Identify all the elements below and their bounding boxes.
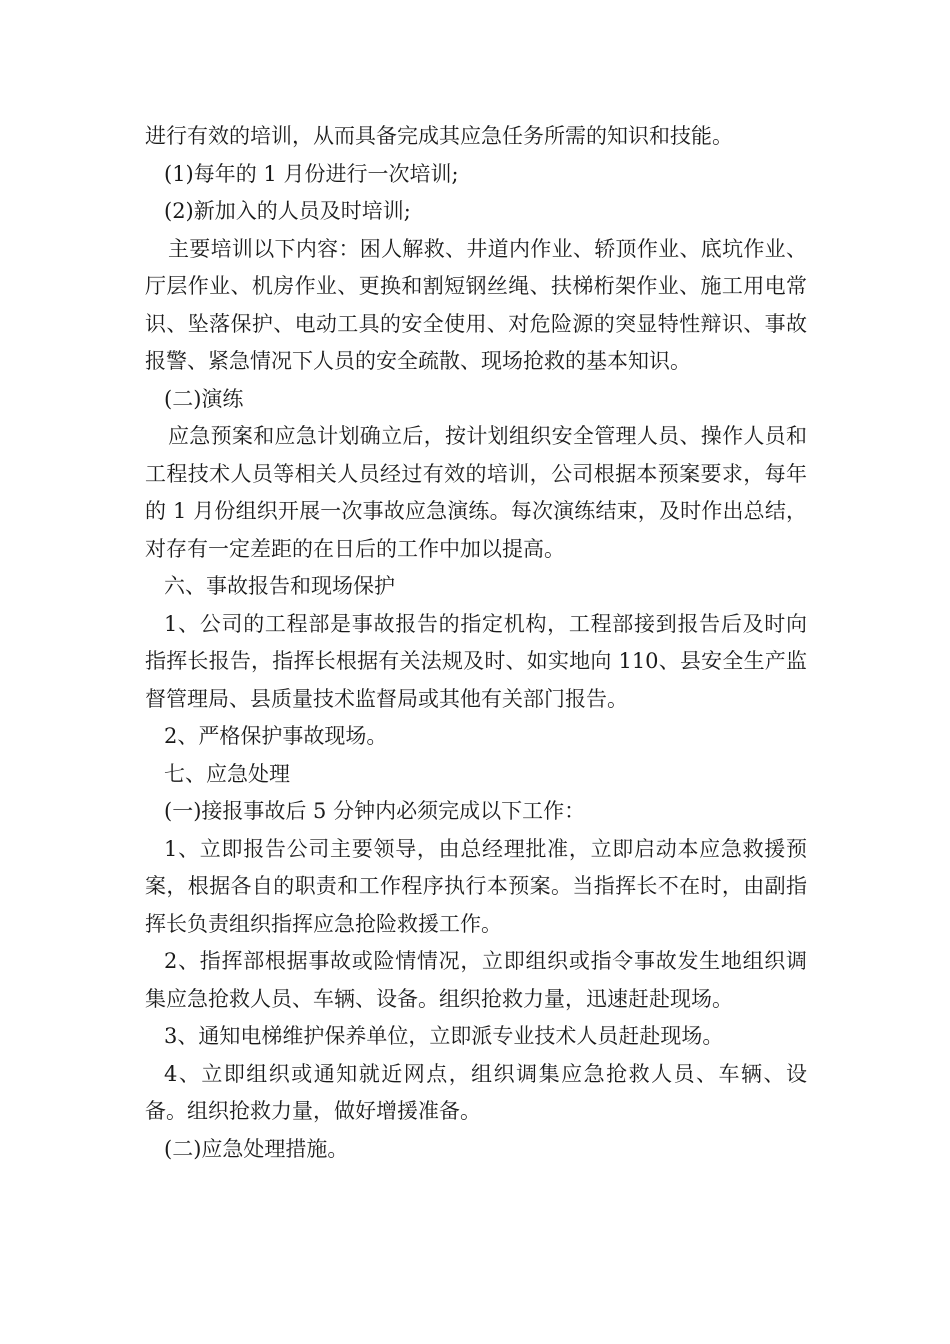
paragraph-training-intro-continued: 进行有效的培训，从而具备完成其应急任务所需的知识和技能。 [145,124,733,148]
paragraph-training-content: 主要培训以下内容：困人解救、井道内作业、轿顶作业、底坑作业、厅层作业、机房作业、更换和割短钢丝绳、扶梯桁架作业、施工用电常识、坠落保护、电动工具的安全使用、对危险源的突显特性辩识、事故报警、紧急情况下人员的安全疏散、现场抢救的基本知识。 [145,236,807,373]
heading-section-six: 六、事故报告和现场保护 [164,574,395,598]
heading-within-five-minutes: (一)接报事故后 5 分钟内必须完成以下工作： [164,799,586,823]
document-body [145,118,807,1168]
paragraph-response-4: 4、立即组织或通知就近网点，组织调集应急抢救人员、车辆、设备。组织抢救力量，做好增援准备。 [145,1061,807,1123]
paragraph-response-2: 2、指挥部根据事故或险情情况，立即组织或指令事故发生地组织调集应急抢救人员、车辆、设备。组织抢救力量，迅速赶赴现场。 [145,949,807,1011]
heading-section-seven: 七、应急处理 [164,761,290,786]
paragraph-training-item-1: (1)每年的 1 月份进行一次培训; [164,161,459,186]
paragraph-drill-content: 应急预案和应急计划确立后，按计划组织安全管理人员、操作人员和工程技术人员等相关人员经过有效的培训，公司根据本预案要求，每年的 1 月份组织开展一次事故应急演练。每次演练结束，及时作出总结，对存有一定差距的在日后的工作中加以提高。 [145,424,807,561]
paragraph-training-item-2: (2)新加入的人员及时培训; [164,199,411,223]
paragraph-response-3: 3、通知电梯维护保养单位，立即派专业技术人员赶赴现场。 [164,1024,724,1048]
paragraph-response-1: 1、立即报告公司主要领导，由总经理批准，立即启动本应急救援预案，根据各自的职责和工作程序执行本预案。当指挥长不在时，由副指挥长负责组织指挥应急抢险救援工作。 [145,836,807,936]
paragraph-report-1: 1、公司的工程部是事故报告的指定机构，工程部接到报告后及时向指挥长报告，指挥长根据有关法规及时、如实地向 110、县安全生产监督管理局、县质量技术监督局或其他有关部门报告。 [145,611,807,711]
heading-emergency-measures: (二)应急处理措施。 [164,1136,349,1161]
heading-drill: (二)演练 [164,386,244,411]
paragraph-report-2: 2、严格保护事故现场。 [164,724,388,748]
